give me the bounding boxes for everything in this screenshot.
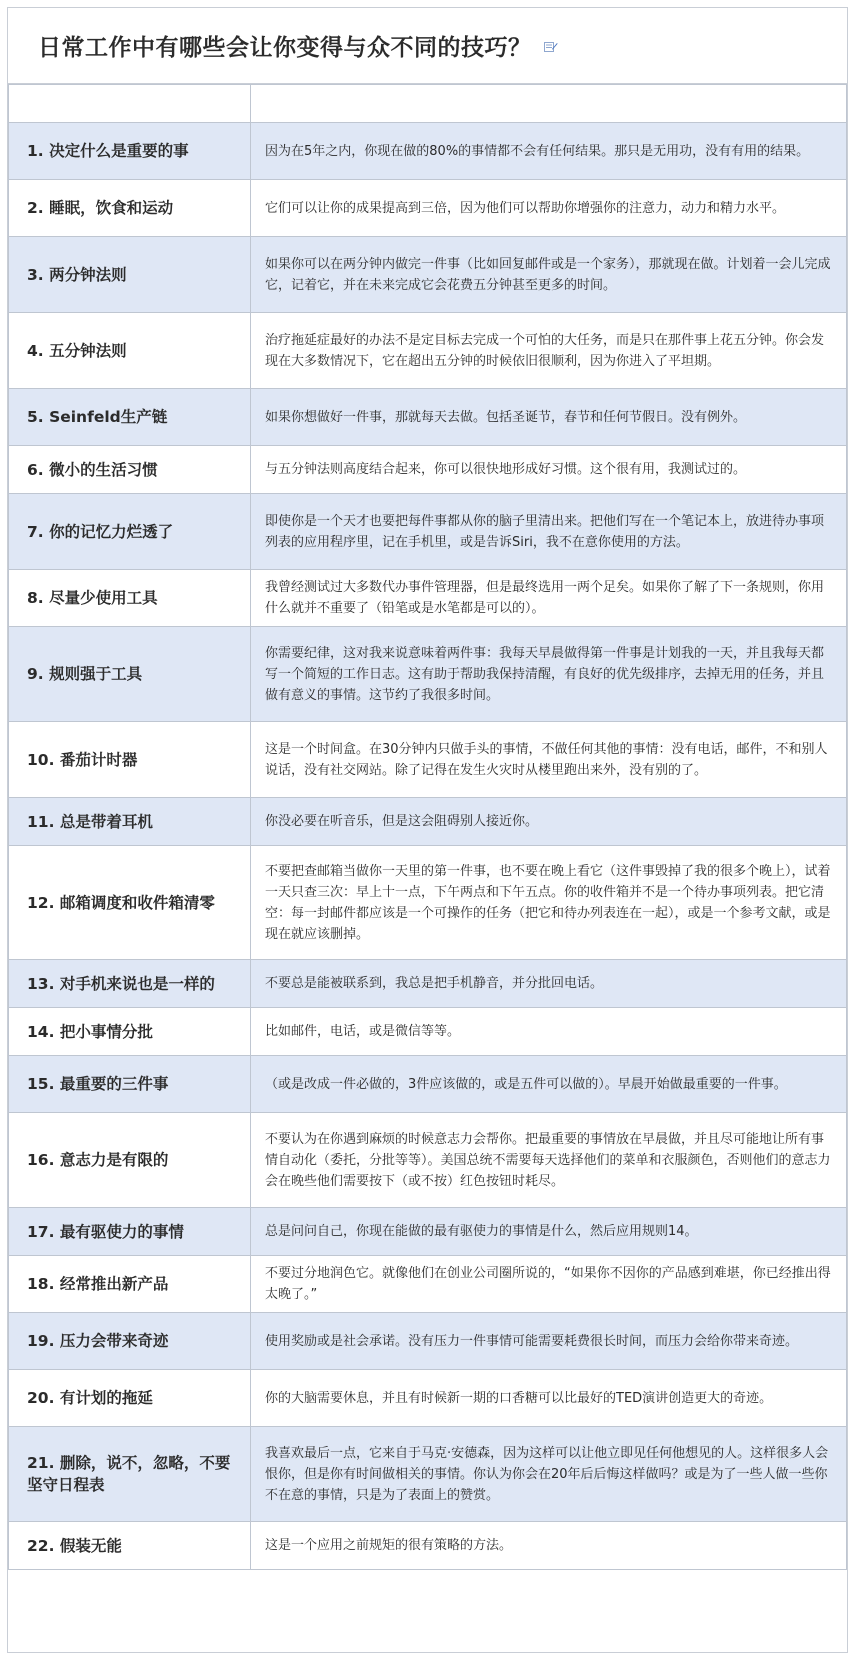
table-row: [9, 237, 847, 313]
tip-title: 2. 睡眠，饮食和运动: [9, 180, 251, 237]
page-title: 日常工作中有哪些会让你变得与众不同的技巧？: [38, 35, 532, 61]
table-row: [9, 1370, 847, 1427]
table-row: [9, 1522, 847, 1570]
tip-description: 不要过分地润色它。就像他们在创业公司圈所说的，“如果你不因你的产品感到难堪，你已经推出得太晚了。”: [251, 1256, 847, 1313]
tip-title: 20. 有计划的拖延: [9, 1370, 251, 1427]
tip-title: 4. 五分钟法则: [9, 313, 251, 389]
tip-description: 不要把查邮箱当做你一天里的第一件事，也不要在晚上看它（这件事毁掉了我的很多个晚上），试着一天只查三次：早上十一点，下午两点和下午五点。你的收件箱并不是一个待办事项列表。把它清空：每一封邮件都应该是一个可操作的任务（把它和待办列表连在一起），或是一个参考文献，或是现在就应该删掉。: [251, 846, 847, 960]
table-row: [9, 180, 847, 237]
table-row: [9, 1113, 847, 1208]
tip-title: 16. 意志力是有限的: [9, 1113, 251, 1208]
table-row: [9, 494, 847, 570]
tip-title: 21. 删除，说不，忽略，不要坚守日程表: [9, 1427, 251, 1522]
tip-title: 15. 最重要的三件事: [9, 1056, 251, 1113]
tip-description: 如果你可以在两分钟内做完一件事（比如回复邮件或是一个家务），那就现在做。计划着一会儿完成它，记着它，并在未来完成它会花费五分钟甚至更多的时间。: [251, 237, 847, 313]
table-row: [9, 627, 847, 722]
tip-title: 7. 你的记忆力烂透了: [9, 494, 251, 570]
tip-title: 5. Seinfeld生产链: [9, 389, 251, 446]
table-row: [9, 123, 847, 180]
tip-description: 不要认为在你遇到麻烦的时候意志力会帮你。把最重要的事情放在早晨做，并且尽可能地让所有事情自动化（委托，分批等等）。美国总统不需要每天选择他们的菜单和衣服颜色，否则他们的意志力会在晚些他们需要按下（或不按）红色按钮时耗尽。: [251, 1113, 847, 1208]
tip-title: 18. 经常推出新产品: [9, 1256, 251, 1313]
tip-title: 10. 番茄计时器: [9, 722, 251, 798]
tip-description: 比如邮件，电话，或是微信等等。: [251, 1008, 847, 1056]
table-row: [9, 1256, 847, 1313]
tip-description: 它们可以让你的成果提高到三倍，因为他们可以帮助你增强你的注意力，动力和精力水平。: [251, 180, 847, 237]
table-row: [9, 1427, 847, 1522]
table-row: [9, 1313, 847, 1370]
tip-title: 17. 最有驱使力的事情: [9, 1208, 251, 1256]
tip-description: 你需要纪律，这对我来说意味着两件事：我每天早晨做得第一件事是计划我的一天，并且我每天都写一个简短的工作日志。这有助于帮助我保持清醒，有良好的优先级排序，去掉无用的任务，并且做有意义的事情。这节约了我很多时间。: [251, 627, 847, 722]
article-page: [7, 7, 848, 1653]
tip-description: 使用奖励或是社会承诺。没有压力一件事情可能需要耗费很长时间，而压力会给你带来奇迹。: [251, 1313, 847, 1370]
table-row: [9, 389, 847, 446]
tip-title: 19. 压力会带来奇迹: [9, 1313, 251, 1370]
tip-title: 1. 决定什么是重要的事: [9, 123, 251, 180]
table-row: [9, 313, 847, 389]
tip-title: 6. 微小的生活习惯: [9, 446, 251, 494]
table-header-cell: [251, 85, 847, 123]
tip-description: 与五分钟法则高度结合起来，你可以很快地形成好习惯。这个很有用，我测试过的。: [251, 446, 847, 494]
tip-title: 12. 邮箱调度和收件箱清零: [9, 846, 251, 960]
table-row: [9, 570, 847, 627]
tip-description: 你的大脑需要休息，并且有时候新一期的口香糖可以比最好的TED演讲创造更大的奇迹。: [251, 1370, 847, 1427]
table-row: [9, 1008, 847, 1056]
tip-title: 3. 两分钟法则: [9, 237, 251, 313]
table-row: [9, 1056, 847, 1113]
table-row: [9, 798, 847, 846]
tip-description: 不要总是能被联系到，我总是把手机静音，并分批回电话。: [251, 960, 847, 1008]
tip-title: 8. 尽量少使用工具: [9, 570, 251, 627]
edit-icon[interactable]: [544, 40, 558, 52]
table-row: [9, 960, 847, 1008]
tip-title: 9. 规则强于工具: [9, 627, 251, 722]
tip-description: 因为在5年之内，你现在做的80%的事情都不会有任何结果。那只是无用功，没有有用的结果。: [251, 123, 847, 180]
tip-title: 22. 假装无能: [9, 1522, 251, 1570]
table-row: [9, 1208, 847, 1256]
tip-description: 治疗拖延症最好的办法不是定目标去完成一个可怕的大任务，而是只在那件事上花五分钟。你会发现在大多数情况下，它在超出五分钟的时候依旧很顺利，因为你进入了平坦期。: [251, 313, 847, 389]
tip-description: （或是改成一件必做的，3件应该做的，或是五件可以做的）。早晨开始做最重要的一件事。: [251, 1056, 847, 1113]
tip-description: 这是一个应用之前规矩的很有策略的方法。: [251, 1522, 847, 1570]
tip-description: 即使你是一个天才也要把每件事都从你的脑子里清出来。把他们写在一个笔记本上，放进待办事项列表的应用程序里，记在手机里，或是告诉Siri，我不在意你使用的方法。: [251, 494, 847, 570]
tips-table: [8, 84, 847, 1570]
tip-description: 我曾经测试过大多数代办事件管理器，但是最终选用一两个足矣。如果你了解了下一条规则，你用什么就并不重要了（铅笔或是水笔都是可以的）。: [251, 570, 847, 627]
tip-title: 13. 对手机来说也是一样的: [9, 960, 251, 1008]
tip-description: 我喜欢最后一点，它来自于马克·安德森，因为这样可以让他立即见任何他想见的人。这样很多人会恨你，但是你有时间做相关的事情。你认为你会在20年后后悔这样做吗？或是为了一些人做一些你不在意的事情，只是为了表面上的赞赏。: [251, 1427, 847, 1522]
tip-title: 11. 总是带着耳机: [9, 798, 251, 846]
tip-title: 14. 把小事情分批: [9, 1008, 251, 1056]
tip-description: 如果你想做好一件事，那就每天去做。包括圣诞节，春节和任何节假日。没有例外。: [251, 389, 847, 446]
tip-description: 这是一个时间盒。在30分钟内只做手头的事情，不做任何其他的事情：没有电话，邮件，不和别人说话，没有社交网站。除了记得在发生火灾时从楼里跑出来外，没有别的了。: [251, 722, 847, 798]
title-bar: [8, 8, 847, 84]
table-row: [9, 446, 847, 494]
tip-description: 你没必要在听音乐，但是这会阻碍别人接近你。: [251, 798, 847, 846]
table-row: [9, 722, 847, 798]
tip-description: 总是问问自己，你现在能做的最有驱使力的事情是什么，然后应用规则14。: [251, 1208, 847, 1256]
table-header-row: [9, 85, 847, 123]
table-header-cell: [9, 85, 251, 123]
table-row: [9, 846, 847, 960]
